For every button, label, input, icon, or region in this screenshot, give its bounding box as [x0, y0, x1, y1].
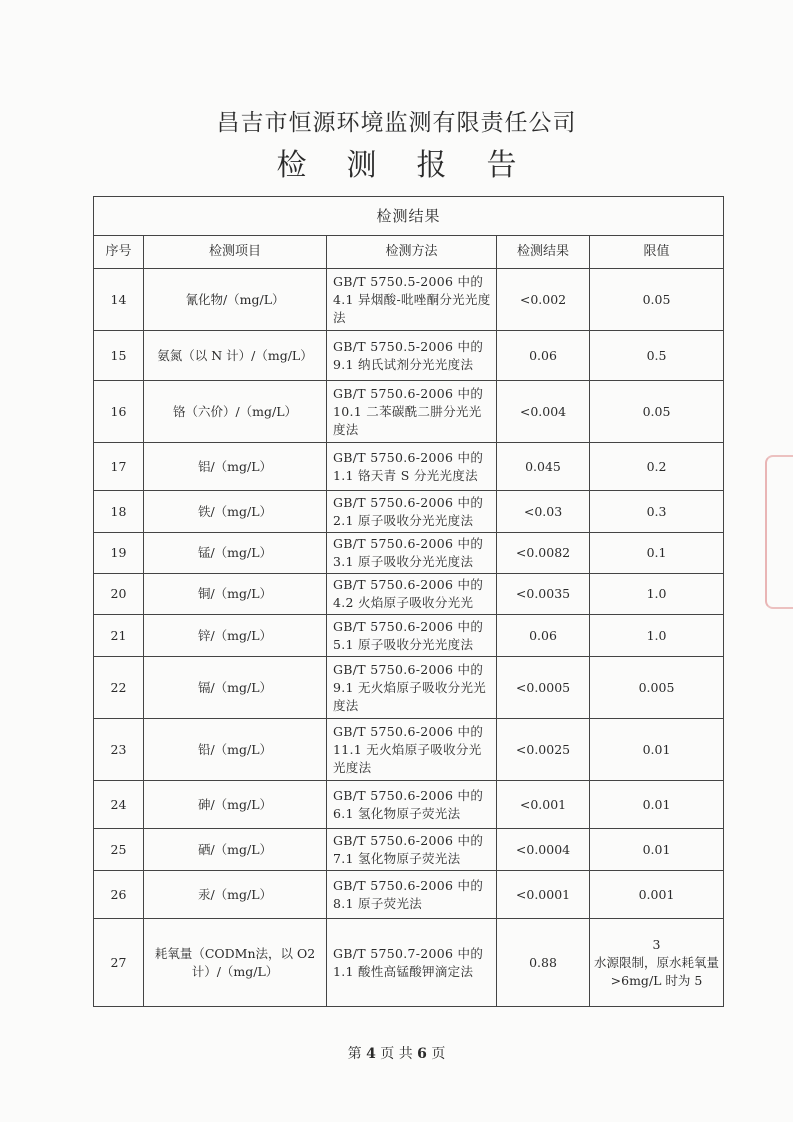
- page-suffix: 页: [431, 1046, 446, 1062]
- row-result: 0.88: [497, 919, 590, 1007]
- row-limit: 3 水源限制，原水耗氧量>6mg/L 时为 5: [590, 919, 724, 1007]
- column-header-no: 序号: [94, 236, 144, 269]
- row-method: GB/T 5750.6-2006 中的10.1 二苯碳酰二肼分光光度法: [327, 381, 497, 443]
- row-no: 26: [94, 871, 144, 919]
- column-header-method: 检测方法: [327, 236, 497, 269]
- row-method: GB/T 5750.6-2006 中的3.1 原子吸收分光光度法: [327, 533, 497, 574]
- row-result: 0.045: [497, 443, 590, 491]
- page-footer: [0, 1043, 793, 1063]
- row-method: GB/T 5750.6-2006 中的1.1 铬天青 S 分光光度法: [327, 443, 497, 491]
- row-no: 16: [94, 381, 144, 443]
- row-method: GB/T 5750.6-2006 中的8.1 原子荧光法: [327, 871, 497, 919]
- row-item: 氰化物/（mg/L）: [144, 269, 327, 331]
- row-item: 锰/（mg/L）: [144, 533, 327, 574]
- row-method: GB/T 5750.6-2006 中的11.1 无火焰原子吸收分光光度法: [327, 719, 497, 781]
- row-result: <0.0004: [497, 829, 590, 871]
- row-result: <0.0025: [497, 719, 590, 781]
- row-method: GB/T 5750.5-2006 中的4.1 异烟酸-吡唑酮分光光度法: [327, 269, 497, 331]
- row-method: GB/T 5750.6-2006 中的9.1 无火焰原子吸收分光光度法: [327, 657, 497, 719]
- row-item: 汞/（mg/L）: [144, 871, 327, 919]
- row-item: 铬（六价）/（mg/L）: [144, 381, 327, 443]
- table-row: [94, 533, 724, 574]
- table-row: [94, 574, 724, 615]
- row-result: <0.0005: [497, 657, 590, 719]
- section-title: 检测结果: [94, 197, 724, 236]
- table-row: [94, 871, 724, 919]
- row-item: 铁/（mg/L）: [144, 491, 327, 533]
- row-limit: 1.0: [590, 615, 724, 657]
- row-no: 22: [94, 657, 144, 719]
- row-no: 23: [94, 719, 144, 781]
- page-total: 6: [417, 1046, 427, 1062]
- page-number: 4: [366, 1046, 376, 1062]
- table-row: [94, 269, 724, 331]
- row-method: GB/T 5750.6-2006 中的7.1 氢化物原子荧光法: [327, 829, 497, 871]
- table-row: [94, 491, 724, 533]
- row-limit: 0.01: [590, 829, 724, 871]
- row-limit: 0.01: [590, 781, 724, 829]
- row-no: 20: [94, 574, 144, 615]
- row-method: GB/T 5750.6-2006 中的4.2 火焰原子吸收分光光: [327, 574, 497, 615]
- row-item: 铝/（mg/L）: [144, 443, 327, 491]
- table-row: [94, 781, 724, 829]
- row-result: <0.0082: [497, 533, 590, 574]
- row-method: GB/T 5750.6-2006 中的5.1 原子吸收分光光度法: [327, 615, 497, 657]
- row-result: 0.06: [497, 615, 590, 657]
- table-row: [94, 829, 724, 871]
- table-row: [94, 443, 724, 491]
- row-item: 氨氮（以 N 计）/（mg/L）: [144, 331, 327, 381]
- row-result: 0.06: [497, 331, 590, 381]
- column-header-item: 检测项目: [144, 236, 327, 269]
- company-name: 昌吉市恒源环境监测有限责任公司: [216, 110, 577, 136]
- column-header-result: 检测结果: [497, 236, 590, 269]
- row-limit: 0.1: [590, 533, 724, 574]
- row-item: 镉/（mg/L）: [144, 657, 327, 719]
- table-row: [94, 919, 724, 1007]
- row-no: 21: [94, 615, 144, 657]
- row-item: 铜/（mg/L）: [144, 574, 327, 615]
- row-limit: 0.05: [590, 381, 724, 443]
- row-limit: 0.2: [590, 443, 724, 491]
- results-table: [93, 196, 724, 1007]
- row-item: 硒/（mg/L）: [144, 829, 327, 871]
- row-limit: 0.3: [590, 491, 724, 533]
- page-mid: 页 共: [380, 1046, 413, 1062]
- row-result: <0.03: [497, 491, 590, 533]
- row-no: 19: [94, 533, 144, 574]
- row-result: <0.004: [497, 381, 590, 443]
- table-row: [94, 615, 724, 657]
- table-row: [94, 719, 724, 781]
- row-method: GB/T 5750.7-2006 中的1.1 酸性高锰酸钾滴定法: [327, 919, 497, 1007]
- row-limit: 0.5: [590, 331, 724, 381]
- row-result: <0.0035: [497, 574, 590, 615]
- row-limit: 0.005: [590, 657, 724, 719]
- row-no: 25: [94, 829, 144, 871]
- row-item: 铅/（mg/L）: [144, 719, 327, 781]
- row-item: 锌/（mg/L）: [144, 615, 327, 657]
- column-header-limit: 限值: [590, 236, 724, 269]
- row-item: 砷/（mg/L）: [144, 781, 327, 829]
- row-no: 24: [94, 781, 144, 829]
- row-limit: 0.001: [590, 871, 724, 919]
- table-row: [94, 331, 724, 381]
- page-prefix: 第: [347, 1046, 362, 1062]
- row-method: GB/T 5750.5-2006 中的9.1 纳氏试剂分光光度法: [327, 331, 497, 381]
- row-result: <0.0001: [497, 871, 590, 919]
- table-row: [94, 657, 724, 719]
- row-limit: 0.01: [590, 719, 724, 781]
- row-item: 耗氧量（CODMn法，以 O2计）/（mg/L）: [144, 919, 327, 1007]
- row-no: 18: [94, 491, 144, 533]
- row-method: GB/T 5750.6-2006 中的6.1 氢化物原子荧光法: [327, 781, 497, 829]
- row-limit: 1.0: [590, 574, 724, 615]
- document-title: 检测报告: [276, 148, 557, 183]
- row-no: 27: [94, 919, 144, 1007]
- seal-stamp-fragment: [765, 455, 793, 609]
- row-limit: 0.05: [590, 269, 724, 331]
- row-no: 15: [94, 331, 144, 381]
- row-result: <0.002: [497, 269, 590, 331]
- row-result: <0.001: [497, 781, 590, 829]
- row-method: GB/T 5750.6-2006 中的2.1 原子吸收分光光度法: [327, 491, 497, 533]
- table-row: [94, 381, 724, 443]
- row-no: 17: [94, 443, 144, 491]
- row-no: 14: [94, 269, 144, 331]
